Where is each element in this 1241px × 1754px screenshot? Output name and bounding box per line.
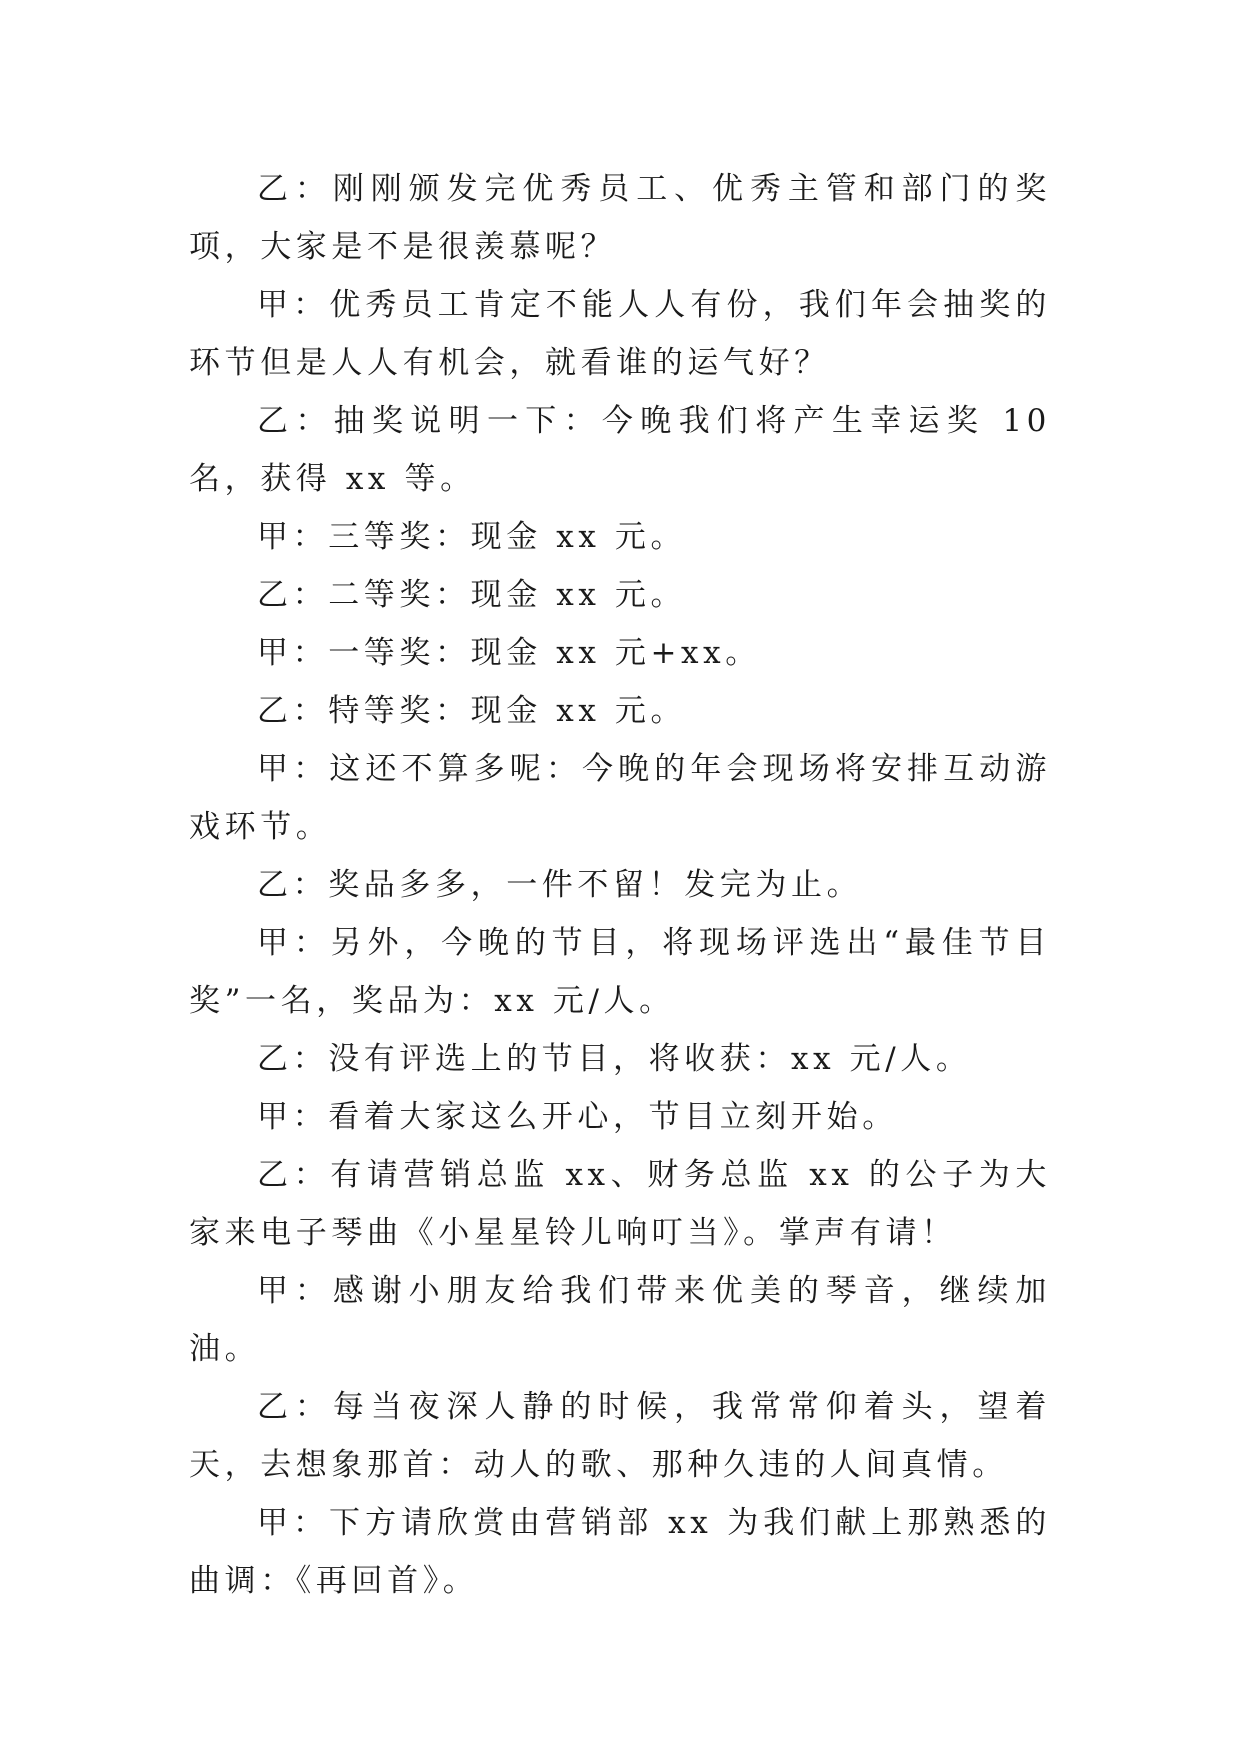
paragraph: 乙：特等奖：现金 xx 元。 — [257, 693, 687, 729]
paragraph: 甲：下方请欣赏由营销部 xx 为我们献上那熟悉的曲调：《再回首》。 — [189, 1505, 1051, 1599]
paragraph: 乙：每当夜深人静的时候，我常常仰着头，望着天，去想象那首：动人的歌、那种久违的人间真情。 — [189, 1389, 1051, 1483]
paragraph: 甲：看着大家这么开心，节目立刻开始。 — [257, 1099, 898, 1135]
document-body — [189, 160, 1051, 1610]
paragraph: 乙：抽奖说明一下：今晚我们将产生幸运奖 10 名，获得 xx 等。 — [189, 403, 1051, 497]
paragraph: 甲：优秀员工肯定不能人人有份，我们年会抽奖的环节但是人人有机会，就看谁的运气好？ — [189, 287, 1051, 381]
paragraph: 乙：二等奖：现金 xx 元。 — [257, 577, 687, 613]
paragraph: 乙：没有评选上的节目，将收获：xx 元/人。 — [257, 1041, 972, 1077]
paragraph: 乙：有请营销总监 xx、财务总监 xx 的公子为大家来电子琴曲《小星星铃儿响叮当》。掌声有请！ — [189, 1157, 1051, 1251]
paragraph: 甲：感谢小朋友给我们带来优美的琴音，继续加油。 — [189, 1273, 1051, 1367]
paragraph: 乙：刚刚颁发完优秀员工、优秀主管和部门的奖项，大家是不是很羡慕呢？ — [189, 171, 1051, 265]
paragraph: 甲：三等奖：现金 xx 元。 — [257, 519, 687, 555]
paragraph: 甲：一等奖：现金 xx 元+xx。 — [257, 635, 761, 671]
paragraph: 甲：这还不算多呢：今晚的年会现场将安排互动游戏环节。 — [189, 751, 1051, 845]
paragraph: 甲：另外，今晚的节目，将现场评选出“最佳节目奖”一名，奖品为：xx 元/人。 — [189, 925, 1051, 1019]
paragraph: 乙：奖品多多，一件不留！发完为止。 — [257, 867, 863, 903]
